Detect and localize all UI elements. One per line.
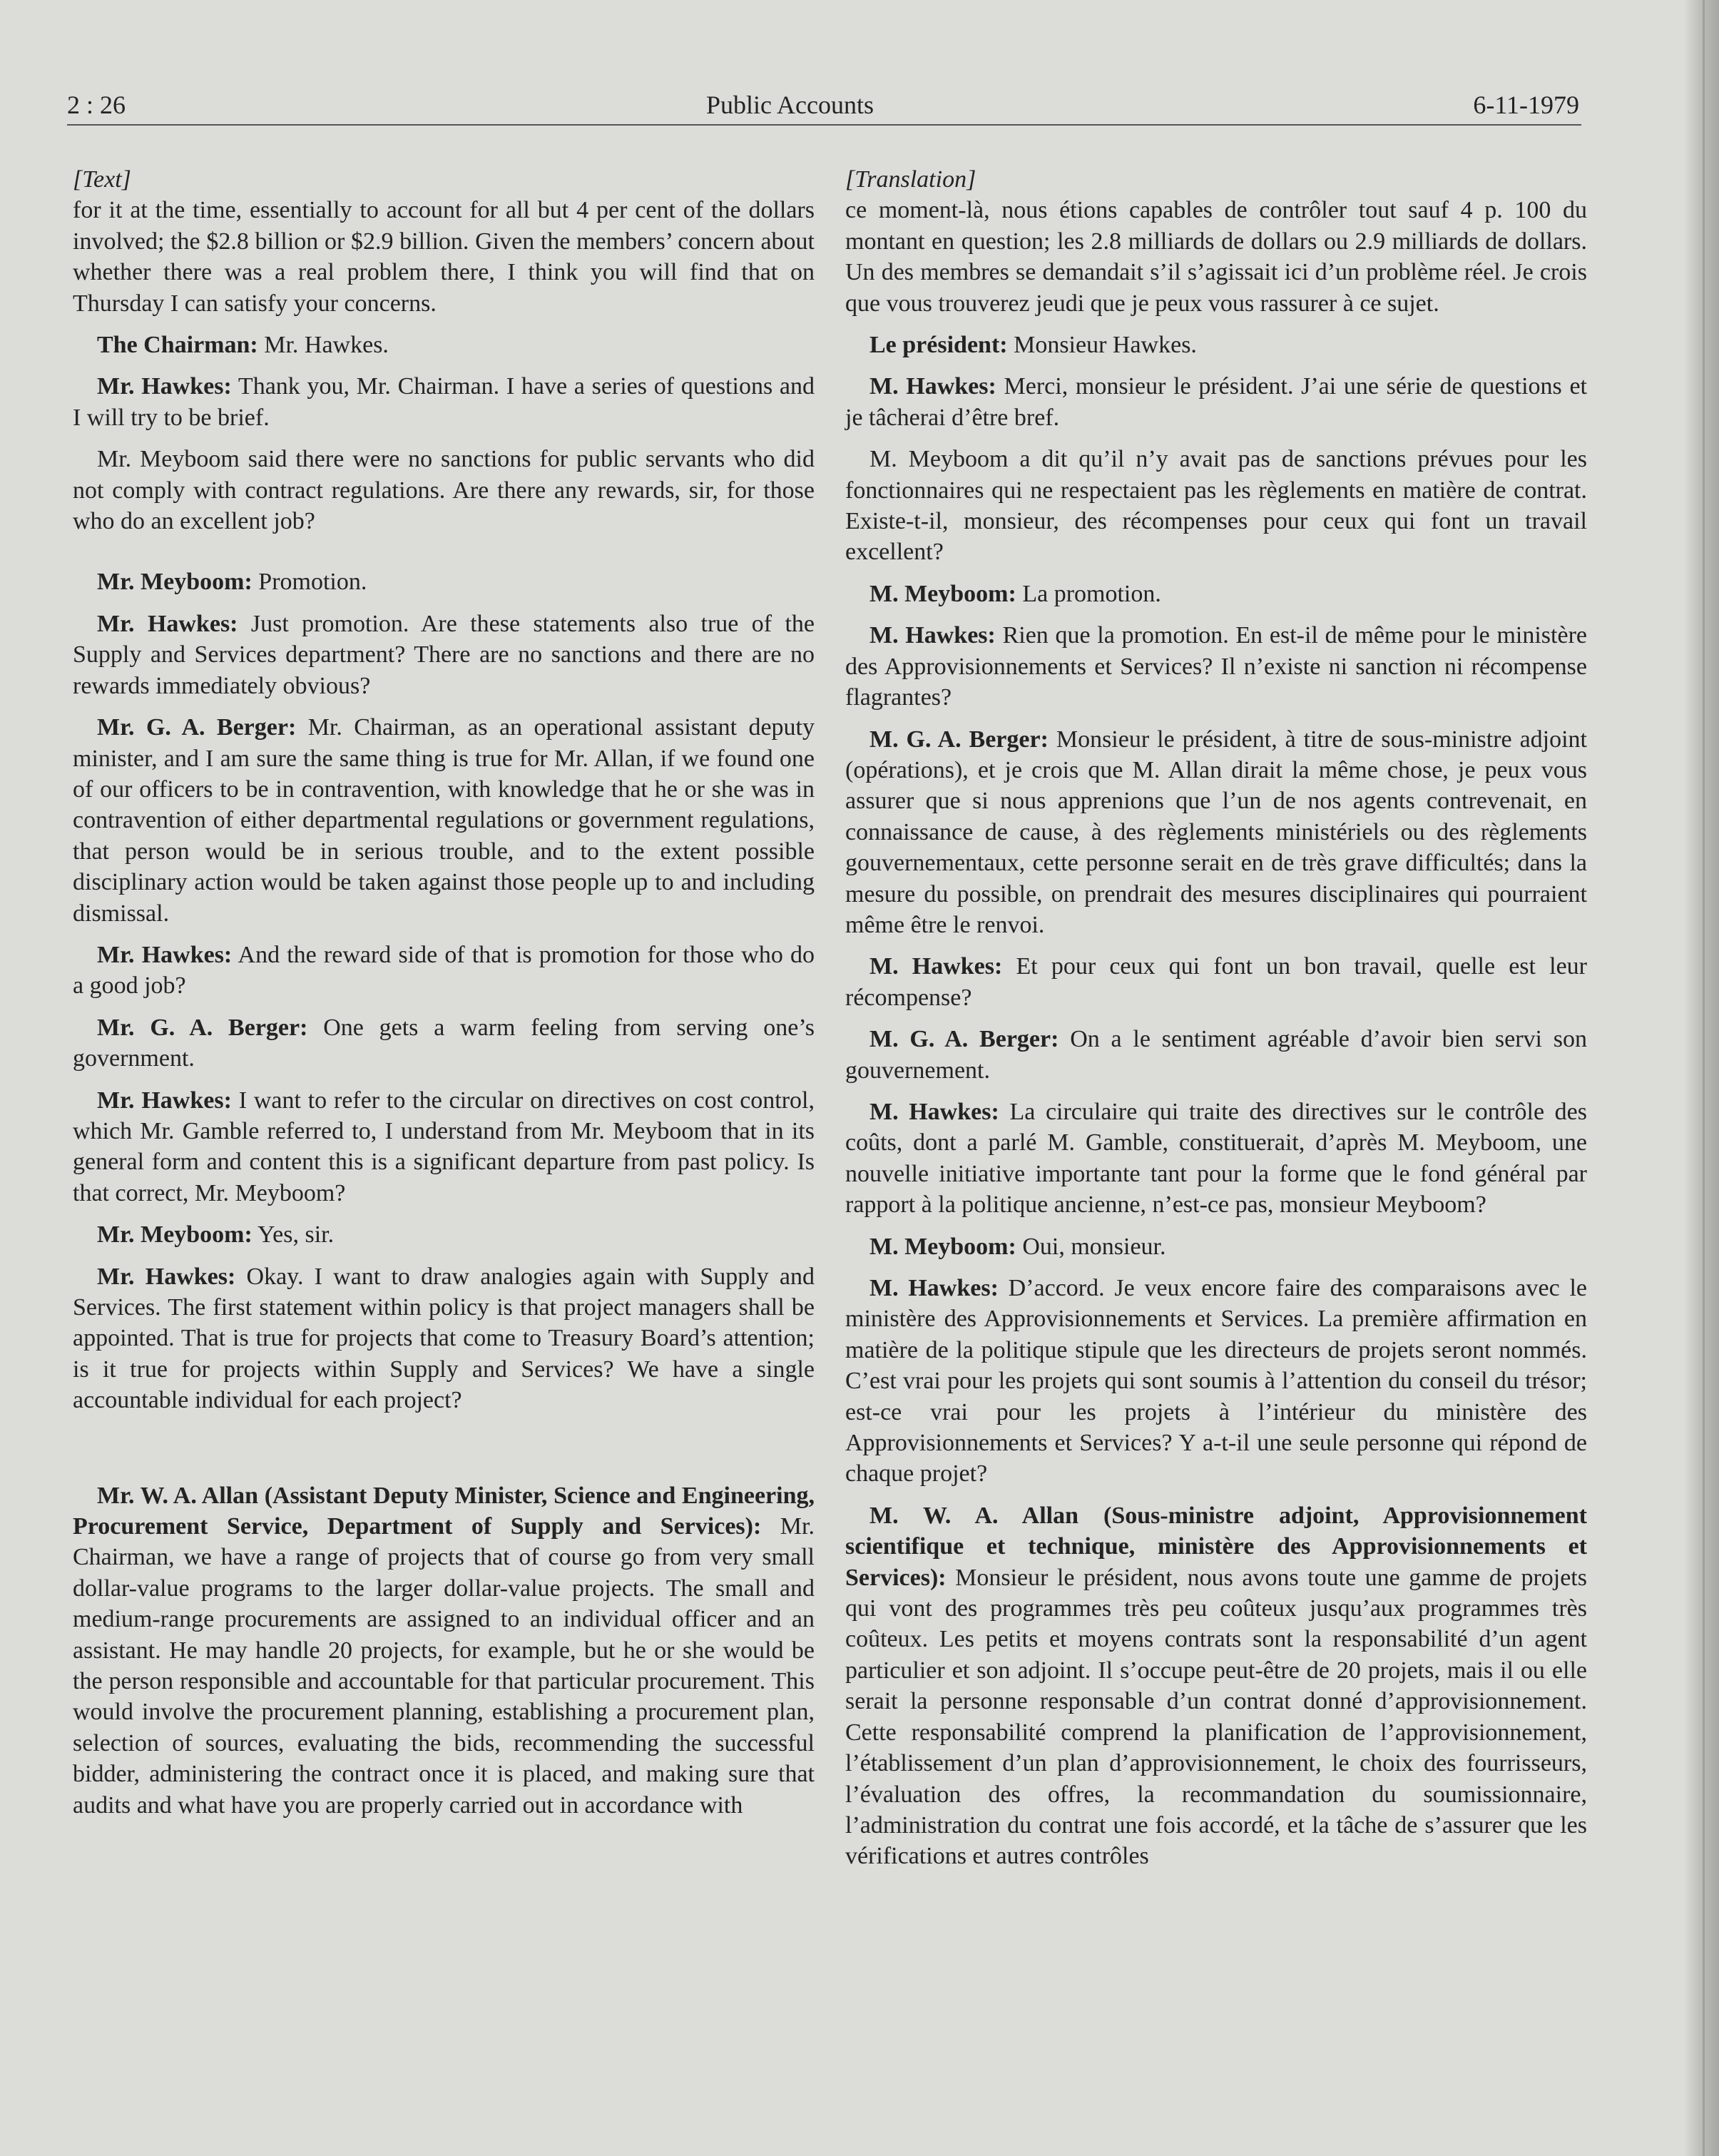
paragraph-text: Mr. Hawkes.: [257, 332, 389, 359]
paragraph: [845, 1024, 1587, 1086]
paragraph: [845, 444, 1587, 568]
speaker-label: Mr. G. A. Berger:: [97, 1014, 308, 1041]
speaker-label: Mr. Meyboom:: [97, 1221, 253, 1249]
paragraph-text: Oui, monsieur.: [1016, 1233, 1166, 1260]
paragraph-text: D’accord. Je veux encore faire des comparaisons avec le ministère des Approvisionnements et Services. La première affirmation en matière de la politique stipule que les directeurs de projets seront nommés. C’est vrai pour les projets qui sont soumis à l’attention du conseil du trésor; est-ce vrai pour les projets à l’intérieur du ministère des Approvisionnements et Services? Y a-t-il une seule personne qui répond de chaque projet?: [845, 1275, 1587, 1488]
paragraph: [845, 1097, 1587, 1221]
speaker-label: M. Hawkes:: [869, 622, 996, 649]
paragraph-text: And the reward side of that is promotion for those who do a good job?: [73, 941, 815, 1000]
paragraph-text: Monsieur le président, nous avons toute une gamme de projets qui vont des programmes très peu coûteux jusqu’aux programmes très coûteux. Les petits et moyens contrats sont la responsabilité d’un agent particulier et son adjoint. Il s’occupe peut-être de 20 projets, mais il ou elle serait la personne responsable d’un contrat donné d’approvisionnement. Cette responsabilité comprend la planification de l’approvisionnement, l’établissement d’un plan d’approvisionnement, le choix des fourrisseurs, l’évaluation des offres, la recommandation du soumissionnaire, l’administration du contrat une fois accordé, et la tâche de s’assurer que les vérifications et autres contrôles: [845, 1564, 1587, 1870]
speaker-label: Le président:: [869, 332, 1008, 359]
paragraph-text: Mr. Meyboom said there were no sanctions for public servants who did not comply with contract regulations. Are there any rewards, sir, for those who do an excellent job?: [73, 446, 815, 535]
paragraph-text: Mr. Chairman, we have a range of projects that of course go from very small dollar-value programs to the larger dollar-value projects. The small and medium-range procurements are assigned to an individual officer and an assistant. He may handle 20 projects, for example, but he or she would be the person responsible and accountable for that particular procurement. This would involve the procurement planning, establishing a procurement plan, selection of sources, evaluating the bids, recommending the successful bidder, administering the contract once it is placed, and making sure that audits and what have you are properly carried out in accordance with: [73, 1513, 815, 1819]
speaker-label: M. Hawkes:: [869, 1098, 999, 1125]
paragraph-text: I want to refer to the circular on directives on cost control, which Mr. Gamble referred to, I understand from Mr. Meyboom that in its general form and content this is a significant departure from past policy. Is that correct, Mr. Meyboom?: [73, 1087, 815, 1206]
french-column: [845, 164, 1587, 1883]
paragraph: [73, 195, 815, 319]
paragraph-text: Monsieur le président, à titre de sous-ministre adjoint (opérations), et je crois que M. Allan dirait la même chose, je peux vous assurer que si nous apprenions que l’un de nos agents contrevenait, en connaissance de cause, à des règlements ministériels ou des règlements gouvernementaux, cette personne serait en de très grave difficultés; dans la mesure du possible, on prendrait des mesures disciplinaires qui pourraient même être le renvoi.: [845, 726, 1587, 938]
paragraph-text: La circulaire qui traite des directives sur le contrôle des coûts, dont a parlé M. Gamble, constituerait, d’après M. Meyboom, une nouvelle initiative importante tant pour la forme que le fond général par rapport à la politique ancienne, n’est-ce pas, monsieur Meyboom?: [845, 1098, 1587, 1219]
paragraph: [845, 1231, 1587, 1262]
text-marker: [Text]: [73, 166, 131, 193]
english-column: [73, 164, 815, 1831]
running-date: 6-11-1979: [1473, 91, 1579, 119]
paragraph: [73, 1261, 815, 1416]
speaker-label: M. W. A. Allan (Sous-ministre adjoint, Approvisionnement scientifique et technique, ministère des Approvisionnements et Services):: [845, 1502, 1587, 1591]
paragraph-text: Et pour ceux qui font un bon travail, quelle est leur récompense?: [845, 953, 1587, 1011]
speaker-label: Mr. Hawkes:: [97, 610, 238, 637]
paragraph-text: La promotion.: [1016, 580, 1161, 607]
paragraph-text: Okay. I want to draw analogies again with Supply and Services. The first statement within policy is that project managers shall be appointed. That is true for projects that come to Treasury Board’s attention; is it true for projects within Supply and Services? We have a single accountable individual for each project?: [73, 1263, 815, 1414]
page-edge-shadow: [1683, 0, 1719, 2156]
paragraph: [73, 566, 815, 597]
paragraph: [845, 1273, 1587, 1490]
paragraph: [845, 579, 1587, 609]
paragraph-text: Thank you, Mr. Chairman. I have a series of questions and I will try to be brief.: [73, 373, 815, 431]
paragraph: [73, 1085, 815, 1209]
paragraph: [73, 712, 815, 929]
paragraph: [845, 1500, 1587, 1872]
speaker-label: M. Hawkes:: [869, 1275, 999, 1301]
translation-marker: [Translation]: [845, 166, 976, 193]
paragraph: [73, 1480, 815, 1821]
page-edge-line: [1703, 0, 1705, 2156]
speaker-label: Mr. Hawkes:: [97, 1087, 232, 1114]
paragraph: [73, 1219, 815, 1250]
paragraph-text: Merci, monsieur le président. J’ai une série de questions et je tâcherai d’être bref.: [845, 373, 1587, 431]
speaker-label: Mr. G. A. Berger:: [97, 714, 297, 741]
paragraph: [73, 330, 815, 360]
paragraph: [845, 371, 1587, 433]
speaker-label: M. Meyboom:: [869, 1233, 1016, 1260]
paragraph-text: M. Meyboom a dit qu’il n’y avait pas de sanctions prévues pour les fonctionnaires qui ne respectaient pas les règlements en matière de contrat. Existe-t-il, monsieur, des récompenses pour ceux qui font un travail excellent?: [845, 446, 1587, 566]
speaker-label: Mr. Meyboom:: [97, 569, 253, 596]
paragraph: [845, 330, 1587, 360]
paragraph: [845, 620, 1587, 713]
speaker-label: Mr. Hawkes:: [97, 941, 233, 968]
paragraph-text: On a le sentiment agréable d’avoir bien servi son gouvernement.: [845, 1026, 1587, 1084]
paragraph-text: for it at the time, essentially to account for all but 4 per cent of the dollars involved; the $2.8 billion or $2.9 billion. Given the members’ concern about whether there was a real problem there, I think you will find that on Thursday I can satisfy your concerns.: [73, 197, 815, 317]
speaker-label: Mr. W. A. Allan (Assistant Deputy Minister, Science and Engineering, Procurement Service, Department of Supply and Services):: [73, 1482, 815, 1540]
paragraph: [73, 940, 815, 1002]
speaker-label: M. Hawkes:: [869, 953, 1003, 980]
speaker-label: Mr. Hawkes:: [97, 373, 232, 400]
header-rule: [67, 124, 1581, 126]
speaker-label: M. G. A. Berger:: [869, 1026, 1059, 1053]
speaker-label: M. Hawkes:: [869, 373, 996, 400]
speaker-label: M. Meyboom:: [869, 580, 1016, 607]
paragraph: [73, 609, 815, 701]
running-title: Public Accounts: [706, 91, 874, 119]
paragraph-text: Rien que la promotion. En est-il de même pour le ministère des Approvisionnements et Services? Il n’existe ni sanction ni récompense flagrantes?: [845, 622, 1587, 711]
paragraph-text: One gets a warm feeling from serving one’s government.: [73, 1014, 815, 1072]
speaker-label: M. G. A. Berger:: [869, 726, 1049, 753]
page-number: 2 : 26: [67, 91, 126, 119]
speaker-label: Mr. Hawkes:: [97, 1263, 236, 1290]
paragraph: [845, 724, 1587, 941]
paragraph: [73, 371, 815, 433]
paragraph: [845, 195, 1587, 319]
paragraph: [845, 951, 1587, 1013]
paragraph: [73, 444, 815, 537]
paragraph-text: ce moment-là, nous étions capables de contrôler tout sauf 4 p. 100 du montant en question; les 2.8 milliards de dollars ou 2.9 milliards de dollars. Un des membres se demandait s’il s’agissait ici d’un problème réel. Je crois que vous trouverez jeudi que je peux vous rassurer à ce sujet.: [845, 197, 1587, 317]
speaker-label: The Chairman:: [97, 332, 258, 359]
paragraph-text: Just promotion. Are these statements also true of the Supply and Services department? There are no sanctions and there are no rewards immediately obvious?: [73, 610, 815, 699]
paragraph-text: Promotion.: [252, 569, 367, 596]
paragraph-text: Monsieur Hawkes.: [1007, 332, 1197, 359]
paragraph: [73, 1012, 815, 1074]
paragraph-text: Mr. Chairman, as an operational assistant deputy minister, and I am sure the same thing is true for Mr. Allan, if we found one of our officers to be in contravention, with knowledge that he or she was in contravention of either departmental regulations or government regulations, that person would be in serious trouble, and to the extent possible disciplinary action would be taken against those people up to and including dismissal.: [73, 714, 815, 927]
paragraph-text: Yes, sir.: [252, 1221, 335, 1249]
